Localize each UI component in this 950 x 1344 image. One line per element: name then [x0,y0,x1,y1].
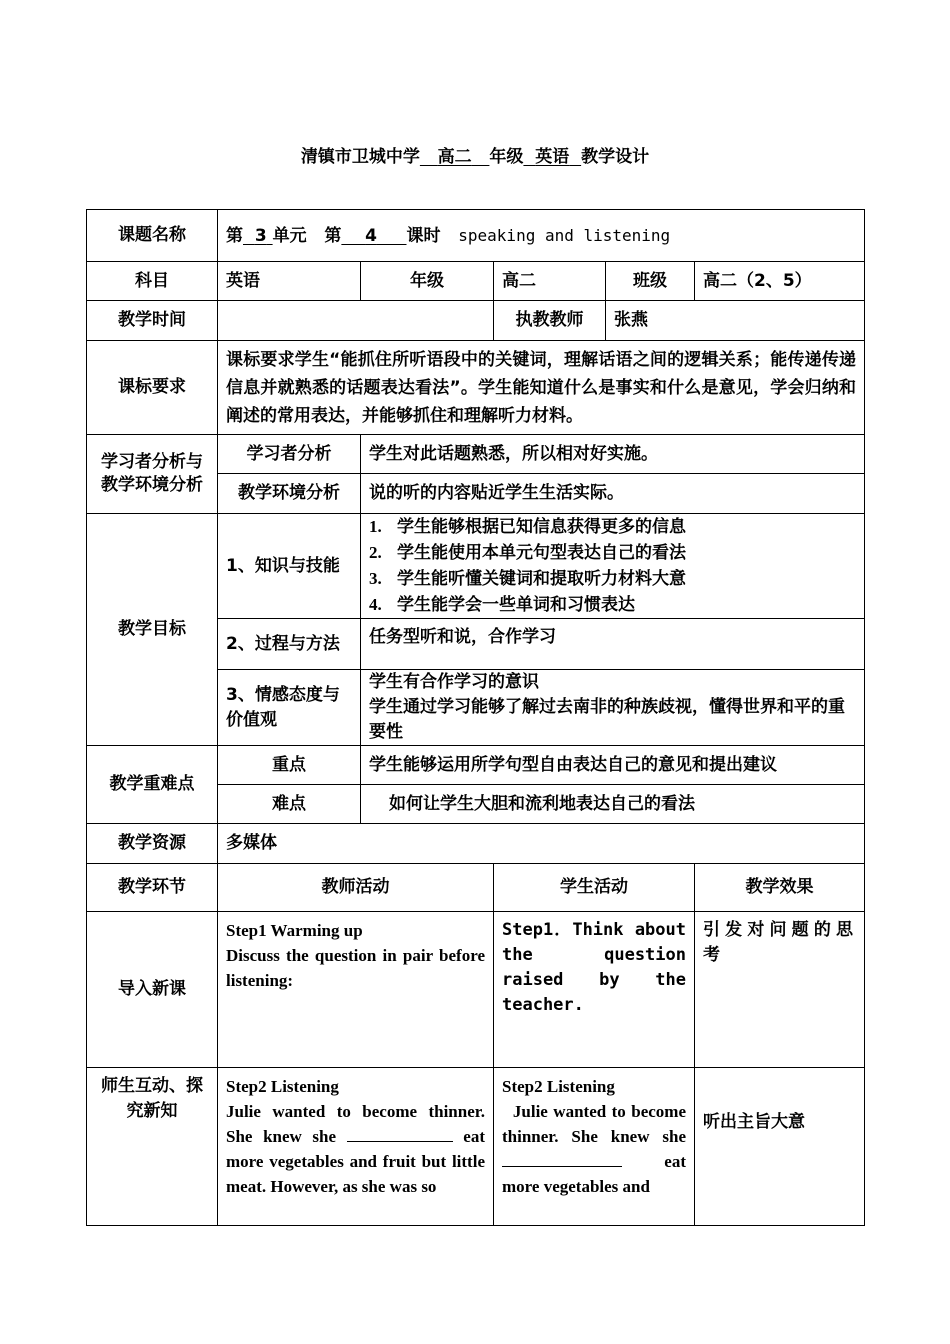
item-number: 3. [369,569,382,588]
learner-label: 学习者分析 [218,435,361,474]
step2-student-body-b: eat more vegetables and [502,1152,686,1196]
step1-student: Step1．Think about the question raised by the teacher. [494,912,695,1068]
class-label: 班级 [606,262,695,301]
step2-student-title: Step2 Listening [502,1077,615,1096]
design-text: 教学设计 [581,147,650,167]
subject-row [87,262,865,301]
emotion-line-1: 学生有合作学习的意识 [369,672,539,692]
course-label: 课题名称 [87,210,218,262]
subject-blank [523,147,581,167]
grade-blank [420,147,490,167]
knowledge-list-cell [361,514,865,619]
hard-label: 难点 [218,785,361,824]
fill-blank [502,1150,622,1167]
item-text: 学生能使用本单元句型表达自己的看法 [397,543,686,563]
step2-student [494,1068,695,1226]
unit-no [243,226,273,246]
fill-blank [347,1125,453,1142]
step2-teacher-body [226,1099,485,1199]
school-name: 清镇市卫城中学 [300,147,420,167]
step1-teacher-body: Discuss the question in pair before listening: [226,946,485,990]
document-title [0,142,950,167]
step2-teacher-body-b: eat more vegetables and fruit but little meat. However, as she was so [226,1127,486,1196]
step2-stage: 师生互动、探究新知 [87,1068,218,1226]
unit-no-text: 3 [254,225,267,246]
stage-header: 教学环节 [87,864,218,912]
knowledge-item [369,592,856,618]
key-label: 重点 [218,746,361,785]
lesson-text: 课时 [406,225,441,246]
knowledge-label: 1、知识与技能 [218,514,361,619]
class-value: 高二（2、5） [695,262,865,301]
step2-teacher-body-a: Julie wanted to become thinner. She knew she [226,1102,485,1146]
course-row [87,210,865,262]
course-value [218,210,865,262]
env-label: 教学环境分析 [218,474,361,514]
teacher-label: 执教教师 [494,301,606,341]
knowledge-item [369,514,856,540]
subject-text: 英语 [535,147,570,167]
key-row [87,746,865,785]
knowledge-row [87,514,865,619]
difficulty-label: 教学重难点 [87,746,218,824]
step1-stage: 导入新课 [87,912,218,1068]
resources-row [87,824,865,864]
standard-text: 课标要求学生“能抓住所听语段中的关键词，理解话语之间的逻辑关系；能传递传递信息并就熟悉的话题表达看法”。学生能知道什么是事实和什么是意见，学会归纳和阐述的常用表达，并能够抓住和理解听力材料。 [218,341,865,435]
grade-text: 高二 [437,147,472,167]
step1-teacher [218,912,494,1068]
item-number: 1. [369,517,382,536]
step2-row [87,1068,865,1226]
analysis-label: 学习者分析与教学环境分析 [87,435,218,514]
grade-suffix: 年级 [489,147,524,167]
knowledge-item [369,566,856,592]
item-number: 4. [369,595,382,614]
course-topic: speaking and listening [458,225,671,245]
goals-label: 教学目标 [87,514,218,746]
subject-label: 科目 [87,262,218,301]
step1-row [87,912,865,1068]
grade-label: 年级 [361,262,494,301]
emotion-cell [361,670,865,746]
process-text: 任务型听和说，合作学习 [361,619,865,670]
key-text: 学生能够运用所学句型自由表达自己的意见和提出建议 [361,746,865,785]
step2-teacher-title: Step2 Listening [226,1077,339,1096]
learner-text: 学生对此话题熟悉，所以相对好实施。 [361,435,865,474]
process-header-row [87,864,865,912]
env-text: 说的听的内容贴近学生生活实际。 [361,474,865,514]
unit-text: 单元 [272,225,307,246]
knowledge-list [369,514,856,618]
step1-effect: 引发对问题的思考 [695,912,865,1068]
learner-row [87,435,865,474]
knowledge-item [369,540,856,566]
item-text: 学生能听懂关键词和提取听力材料大意 [397,569,686,589]
item-number: 2. [369,543,382,562]
step2-student-body [502,1099,686,1199]
step2-student-body-a: Julie wanted to become thinner. She knew she [502,1102,686,1146]
emotion-line-2: 学生通过学习能够了解过去南非的种族歧视，懂得世界和平的重要性 [369,697,845,742]
course-di: 第 [226,225,243,246]
item-text: 学生能学会一些单词和习惯表达 [397,595,635,615]
lesson-no-text: 4 [365,225,377,246]
item-text: 学生能够根据已知信息获得更多的信息 [397,517,686,537]
student-header: 学生活动 [494,864,695,912]
lesson-plan-table [86,209,865,1226]
time-label: 教学时间 [87,301,218,341]
hard-text: 如何让学生大胆和流利地表达自己的看法 [361,785,865,824]
step2-effect: 听出主旨大意 [695,1068,865,1226]
emotion-label: 3、情感态度与价值观 [218,670,361,746]
lesson-no [341,226,406,246]
standard-row [87,341,865,435]
step2-teacher [218,1068,494,1226]
standard-label: 课标要求 [87,341,218,435]
time-row [87,301,865,341]
grade-value: 高二 [494,262,606,301]
step1-teacher-title: Step1 Warming up [226,921,363,940]
time-value [218,301,494,341]
effect-header: 教学效果 [695,864,865,912]
course-di2: 第 [324,225,342,246]
teacher-value: 张燕 [606,301,865,341]
subject-value: 英语 [218,262,361,301]
process-label: 2、过程与方法 [218,619,361,670]
teacher-header: 教师活动 [218,864,494,912]
resources-value: 多媒体 [218,824,865,864]
resources-label: 教学资源 [87,824,218,864]
